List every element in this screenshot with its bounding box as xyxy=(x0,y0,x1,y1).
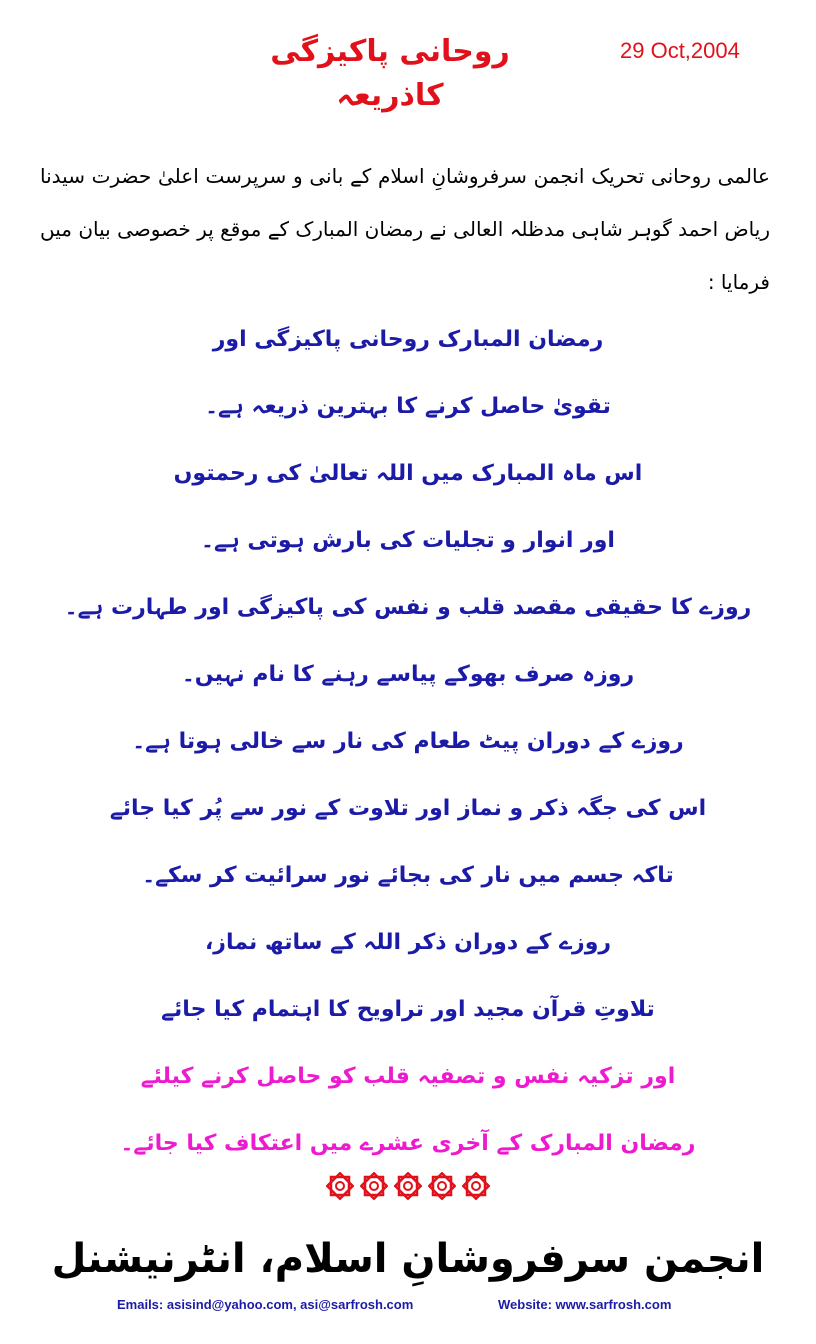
verse-line: روزہ صرف بھوکے پیاسے رہنے کا نام نہیں۔ xyxy=(181,662,635,687)
intro-paragraph: عالمی روحانی تحریک انجمن سرفروشانِ اسلام کے بانی و سرپرست اعلیٰ حضرت سیدنا ریاض احمد گوہر شاہی مدظلہ العالی نے رمضان المبارک کے موقع پر خصوصی بیان میں فرمایا : xyxy=(40,164,770,294)
verse-line: روزے کا حقیقی مقصد قلب و نفس کی پاکیزگی اور طہارت ہے۔ xyxy=(64,595,752,620)
verse-line: اس ماہ المبارک میں اللہ تعالیٰ کی رحمتوں xyxy=(173,461,643,486)
verse-line: تلاوتِ قرآن مجید اور تراویح کا اہتمام کیا جائے xyxy=(161,997,655,1022)
verse-line: روزے کے دوران پیٹ طعام کی نار سے خالی ہوتا ہے۔ xyxy=(132,729,684,754)
verse-line: رمضان المبارک کے آخری عشرے میں اعتکاف کیا جائے۔ xyxy=(120,1131,696,1156)
page-title: روحانی پاکیزگی کاذریعہ xyxy=(270,34,510,113)
verse-line: روزے کے دوران ذکر اللہ کے ساتھ نماز، xyxy=(204,930,612,955)
date-label: 29 Oct,2004 xyxy=(620,38,740,63)
ornament-row xyxy=(0,1172,816,1200)
octagram-star-icon xyxy=(360,1172,388,1200)
verse-line: تاکہ جسم میں نار کی بجائے نور سرائیت کر سکے۔ xyxy=(142,863,674,888)
footer-website[interactable]: Website: www.sarfrosh.com xyxy=(498,1297,672,1312)
verse-line: اور انوار و تجلیات کی بارش ہوتی ہے۔ xyxy=(201,528,615,553)
organization-name: انجمن سرفروشانِ اسلام، انٹرنیشنل xyxy=(51,1236,765,1282)
octagram-star-icon xyxy=(428,1172,456,1200)
verse-line: اس کی جگہ ذکر و نماز اور تلاوت کے نور سے پُر کیا جائے xyxy=(109,796,707,821)
verse-line: رمضان المبارک روحانی پاکیزگی اور xyxy=(212,327,604,352)
octagram-star-icon xyxy=(394,1172,422,1200)
verse-line: اور تزکیہ نفس و تصفیہ قلب کو حاصل کرنے کیلئے xyxy=(140,1064,676,1089)
verses-list xyxy=(0,312,816,1183)
octagram-star-icon xyxy=(326,1172,354,1200)
verse-line: تقویٰ حاصل کرنے کا بہترین ذریعہ ہے۔ xyxy=(205,394,611,419)
octagram-star-icon xyxy=(462,1172,490,1200)
footer-emails[interactable]: Emails: asisind@yahoo.com, asi@sarfrosh.com xyxy=(117,1297,414,1312)
